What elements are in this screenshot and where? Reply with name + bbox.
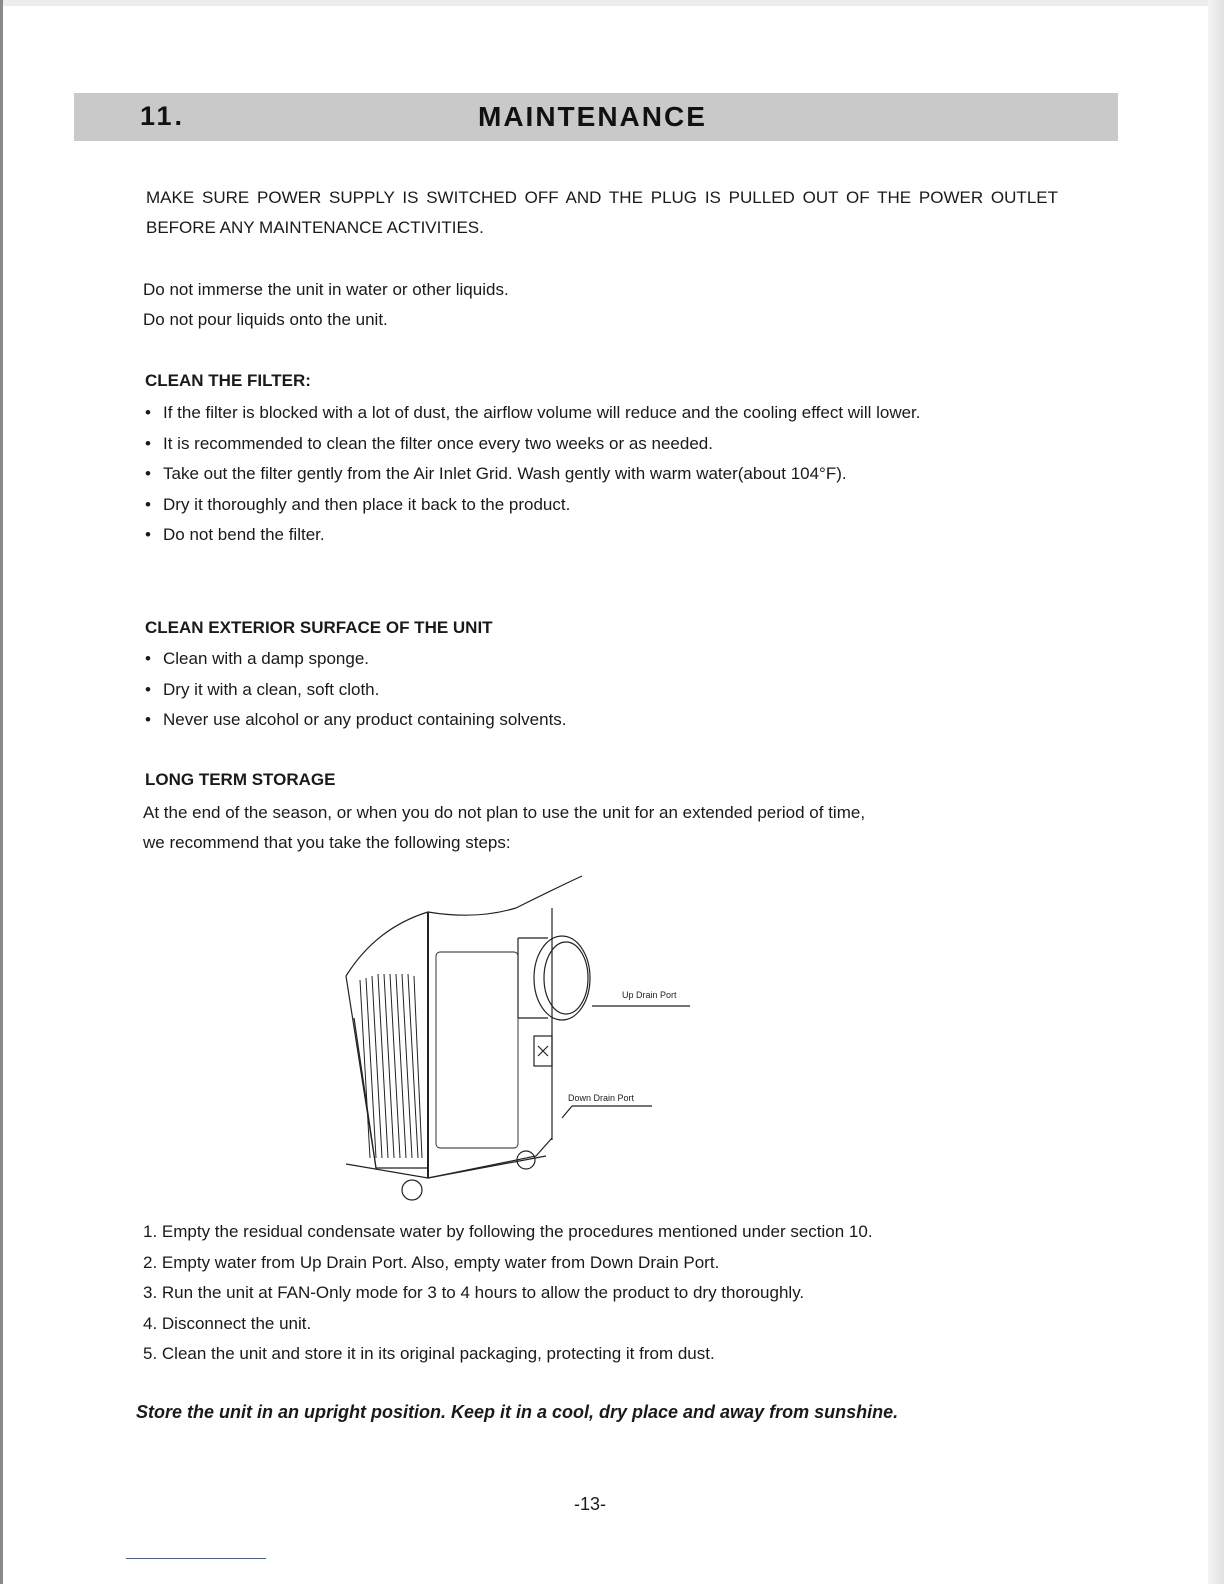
exterior-list [145,644,845,736]
list-item-text: Dry it with a clean, soft cloth. [163,679,380,699]
intro-line: Do not immerse the unit in water or other liquids. [143,280,509,299]
up-drain-label: Up Drain Port [622,990,677,1000]
list-item: 5. Clean the unit and store it in its original packaging, protecting it from dust. [143,1344,715,1363]
list-item [145,705,845,736]
list-item [145,490,1015,521]
filter-heading: CLEAN THE FILTER: [145,371,311,390]
list-item-text: It is recommended to clean the filter once every two weeks or as needed. [163,433,713,453]
list-item-text: Clean with a damp sponge. [163,649,370,668]
storage-steps [143,1217,873,1370]
drain-port-diagram [336,868,716,1208]
scan-right-edge [1208,0,1224,1584]
storage-intro-line: At the end of the season, or when you do not plan to use the unit for an extended period of time, [143,803,866,822]
list-item [145,429,1015,460]
list-item [145,459,1015,490]
list-item-text: If the filter is blocked with a lot of dust, the airflow volume will reduce and the cooling effect will lower. [163,403,921,422]
section-title: MAINTENANCE [478,101,707,132]
list-item [145,398,1015,429]
list-item: 3. Run the unit at FAN-Only mode for 3 to 4 hours to allow the product to dry thoroughly. [143,1283,805,1302]
list-item [145,644,845,675]
scan-left-edge [0,0,3,1584]
exterior-heading: CLEAN EXTERIOR SURFACE OF THE UNIT [145,618,493,637]
footer-rule [126,1558,266,1559]
storage-intro-line: we recommend that you take the following steps: [143,833,511,852]
list-item-text: Never use alcohol or any product containing solvents. [163,710,567,729]
filter-list [145,398,1015,551]
storage-note: Store the unit in an upright position. Keep it in a cool, dry place and away from sunshine. [136,1402,899,1422]
intro-line: Do not pour liquids onto the unit. [143,310,388,329]
list-item-text: Dry it thoroughly and then place it back to the product. [163,494,571,514]
page-number: -13- [574,1494,607,1514]
section-number: 11. [140,101,186,131]
list-item [145,675,845,706]
list-item: 2. Empty water from Up Drain Port. Also, empty water from Down Drain Port. [143,1252,720,1272]
down-drain-label: Down Drain Port [568,1093,635,1103]
list-item: 1. Empty the residual condensate water by following the procedures mentioned under section 10. [143,1222,873,1241]
list-item-text: Do not bend the filter. [163,525,325,544]
list-item-text: Take out the filter gently from the Air Inlet Grid. Wash gently with warm water(about 104°F). [163,464,847,483]
scan-top-edge [0,0,1224,6]
list-item [145,520,1015,551]
storage-heading: LONG TERM STORAGE [145,770,336,789]
list-item: 4. Disconnect the unit. [143,1313,312,1333]
power-warning: MAKE SURE POWER SUPPLY IS SWITCHED OFF AND THE PLUG IS PULLED OUT OF THE POWER OUTLET BEFORE ANY MAINTENANCE ACTIVITIES. [146,188,1058,237]
